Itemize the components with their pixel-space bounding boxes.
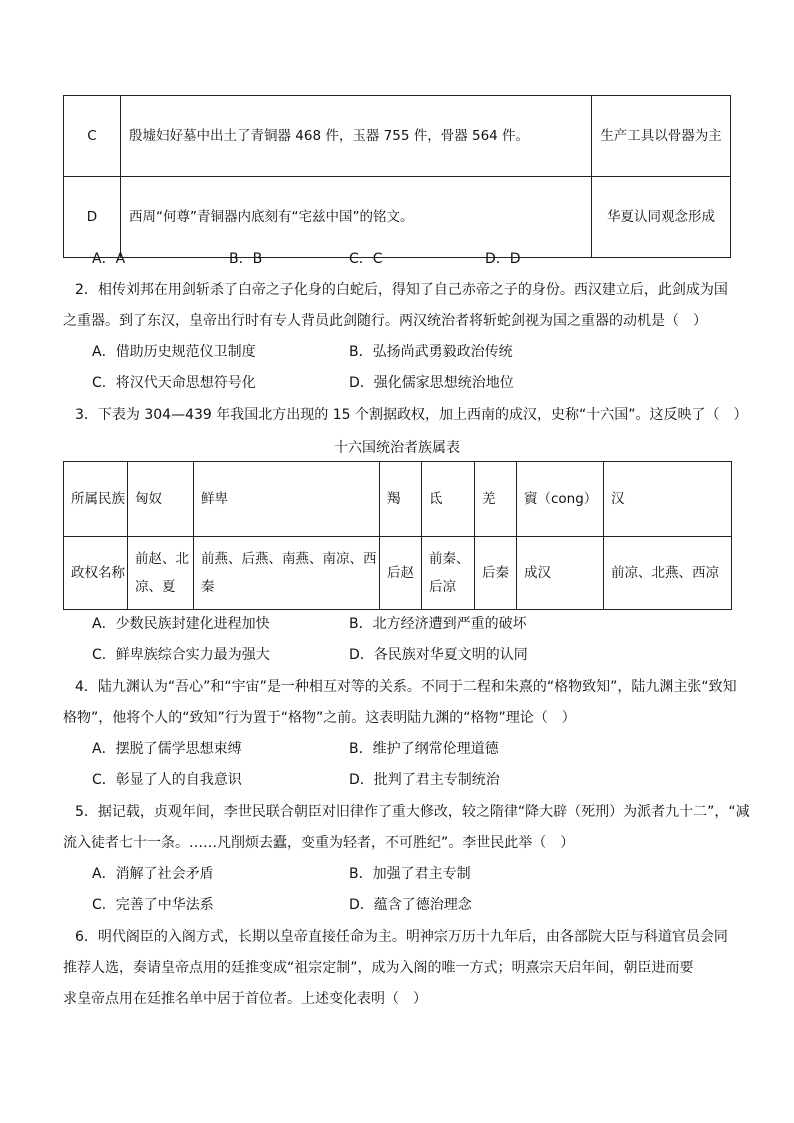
q2-stem-line-1: 2．相传刘邦在用剑斩杀了白帝之子化身的白蛇后，得知了自己赤帝之子的身份。西汉建立后，此剑成为国: [75, 282, 728, 298]
evidence-table: [63, 95, 731, 258]
q6-stem-line-1: 6．明代阁臣的入阁方式，长期以皇帝直接任命为主。明神宗万历十九年后，由各部院大臣与科道官员会同: [75, 929, 728, 945]
q2-stem-line-2: 之重器。到了东汉，皇帝出行时有专人背员此剑随行。两汉统治者将斩蛇剑视为国之重器的动机是（ ）: [63, 313, 707, 329]
row-evidence: 殷墟妇好墓中出土了青铜器 468 件，玉器 755 件，骨器 564 件。: [121, 96, 592, 177]
table-row: [64, 96, 731, 177]
q5-option-a[interactable]: A．消解了社会矛盾: [92, 866, 214, 882]
q3-stem: 3．下表为 304—439 年我国北方出现的 15 个割据政权，加上西南的成汉，史称“十六国”。这反映了（ ）: [75, 407, 748, 423]
header-cell: 匈奴: [128, 462, 194, 537]
body-cell: 前燕、后燕、南燕、南凉、西秦: [194, 537, 380, 610]
q5-stem-line-2: 流入徒者七十一条。……凡削烦去蠹，变重为轻者，不可胜纪”。李世民此举（ ）: [63, 835, 575, 851]
q4-option-a[interactable]: A．摆脱了儒学思想束缚: [92, 741, 242, 757]
body-cell: 前秦、后凉: [422, 537, 475, 610]
row-conclusion: 生产工具以骨器为主: [592, 96, 731, 177]
body-cell: 后赵: [380, 537, 422, 610]
q3-option-c[interactable]: C．鲜卑族综合实力最为强大: [92, 647, 270, 663]
q4-stem-line-2: 格物”，他将个人的“致知”行为置于“格物”之前。这表明陆九渊的“格物”理论（ ）: [63, 710, 576, 726]
ethnic-regime-table: [63, 461, 732, 610]
header-cell: 鲜卑: [194, 462, 380, 537]
row-letter: C: [64, 96, 121, 177]
q1-option-b[interactable]: B．B: [229, 251, 263, 267]
row-evidence: 西周“何尊”青铜器内底刻有“宅兹中国”的铭文。: [121, 177, 592, 258]
table-header-row: [64, 462, 732, 537]
header-cell: 羯: [380, 462, 422, 537]
q6-stem-line-2: 推荐人选，奏请皇帝点用的廷推变成“祖宗定制”，成为入阁的唯一方式；明熹宗天启年间，朝臣进而要: [63, 960, 694, 976]
header-cell: 氐: [422, 462, 475, 537]
q5-stem-line-1: 5．据记载，贞观年间，李世民联合朝臣对旧律作了重大修改，较之隋律“降大辟（死刑）为派者九十二”，“减: [75, 804, 750, 820]
header-cell: 羌: [475, 462, 517, 537]
body-cell: 后秦: [475, 537, 517, 610]
q1-option-c[interactable]: C．C: [349, 251, 383, 267]
q1-option-d[interactable]: D．D: [485, 251, 521, 267]
q5-option-d[interactable]: D．蕴含了德治理念: [349, 897, 472, 913]
q3-option-d[interactable]: D．各民族对华夏文明的认同: [349, 647, 528, 663]
q4-option-c[interactable]: C．彰显了人的自我意识: [92, 772, 242, 788]
q4-stem-line-1: 4．陆九渊认为“吾心”和“宇宙”是一种相互对等的关系。不同于二程和朱熹的“格物致知”，陆九渊主张“致知: [75, 679, 737, 695]
q2-option-c[interactable]: C．将汉代天命思想符号化: [92, 375, 256, 391]
q6-stem-line-3: 求皇帝点用在廷推名单中居于首位者。上述变化表明（ ）: [63, 991, 427, 1007]
header-cell: 所属民族: [64, 462, 128, 537]
table-caption: 十六国统治者族属表: [334, 440, 460, 456]
body-cell: 前赵、北凉、夏: [128, 537, 194, 610]
q3-option-b[interactable]: B．北方经济遭到严重的破坏: [349, 616, 527, 632]
header-cell: 汉: [604, 462, 732, 537]
q2-option-a[interactable]: A．借助历史规范仪卫制度: [92, 344, 256, 360]
header-cell: 賨（cong）: [517, 462, 604, 537]
q4-option-b[interactable]: B．维护了纲常伦理道德: [349, 741, 499, 757]
q2-option-b[interactable]: B．弘扬尚武勇毅政治传统: [349, 344, 513, 360]
table-row: [64, 537, 732, 610]
row-letter: D: [64, 177, 121, 258]
body-cell: 成汉: [517, 537, 604, 610]
body-cell: 政权名称: [64, 537, 128, 610]
q1-option-a[interactable]: A．A: [92, 251, 126, 267]
q2-option-d[interactable]: D．强化儒家思想统治地位: [349, 375, 514, 391]
table-row: [64, 177, 731, 258]
q4-option-d[interactable]: D．批判了君主专制统治: [349, 772, 500, 788]
q5-option-c[interactable]: C．完善了中华法系: [92, 897, 214, 913]
row-conclusion: 华夏认同观念形成: [592, 177, 731, 258]
q5-option-b[interactable]: B．加强了君主专制: [349, 866, 471, 882]
q3-option-a[interactable]: A．少数民族封建化进程加快: [92, 616, 270, 632]
body-cell: 前凉、北燕、西凉: [604, 537, 732, 610]
